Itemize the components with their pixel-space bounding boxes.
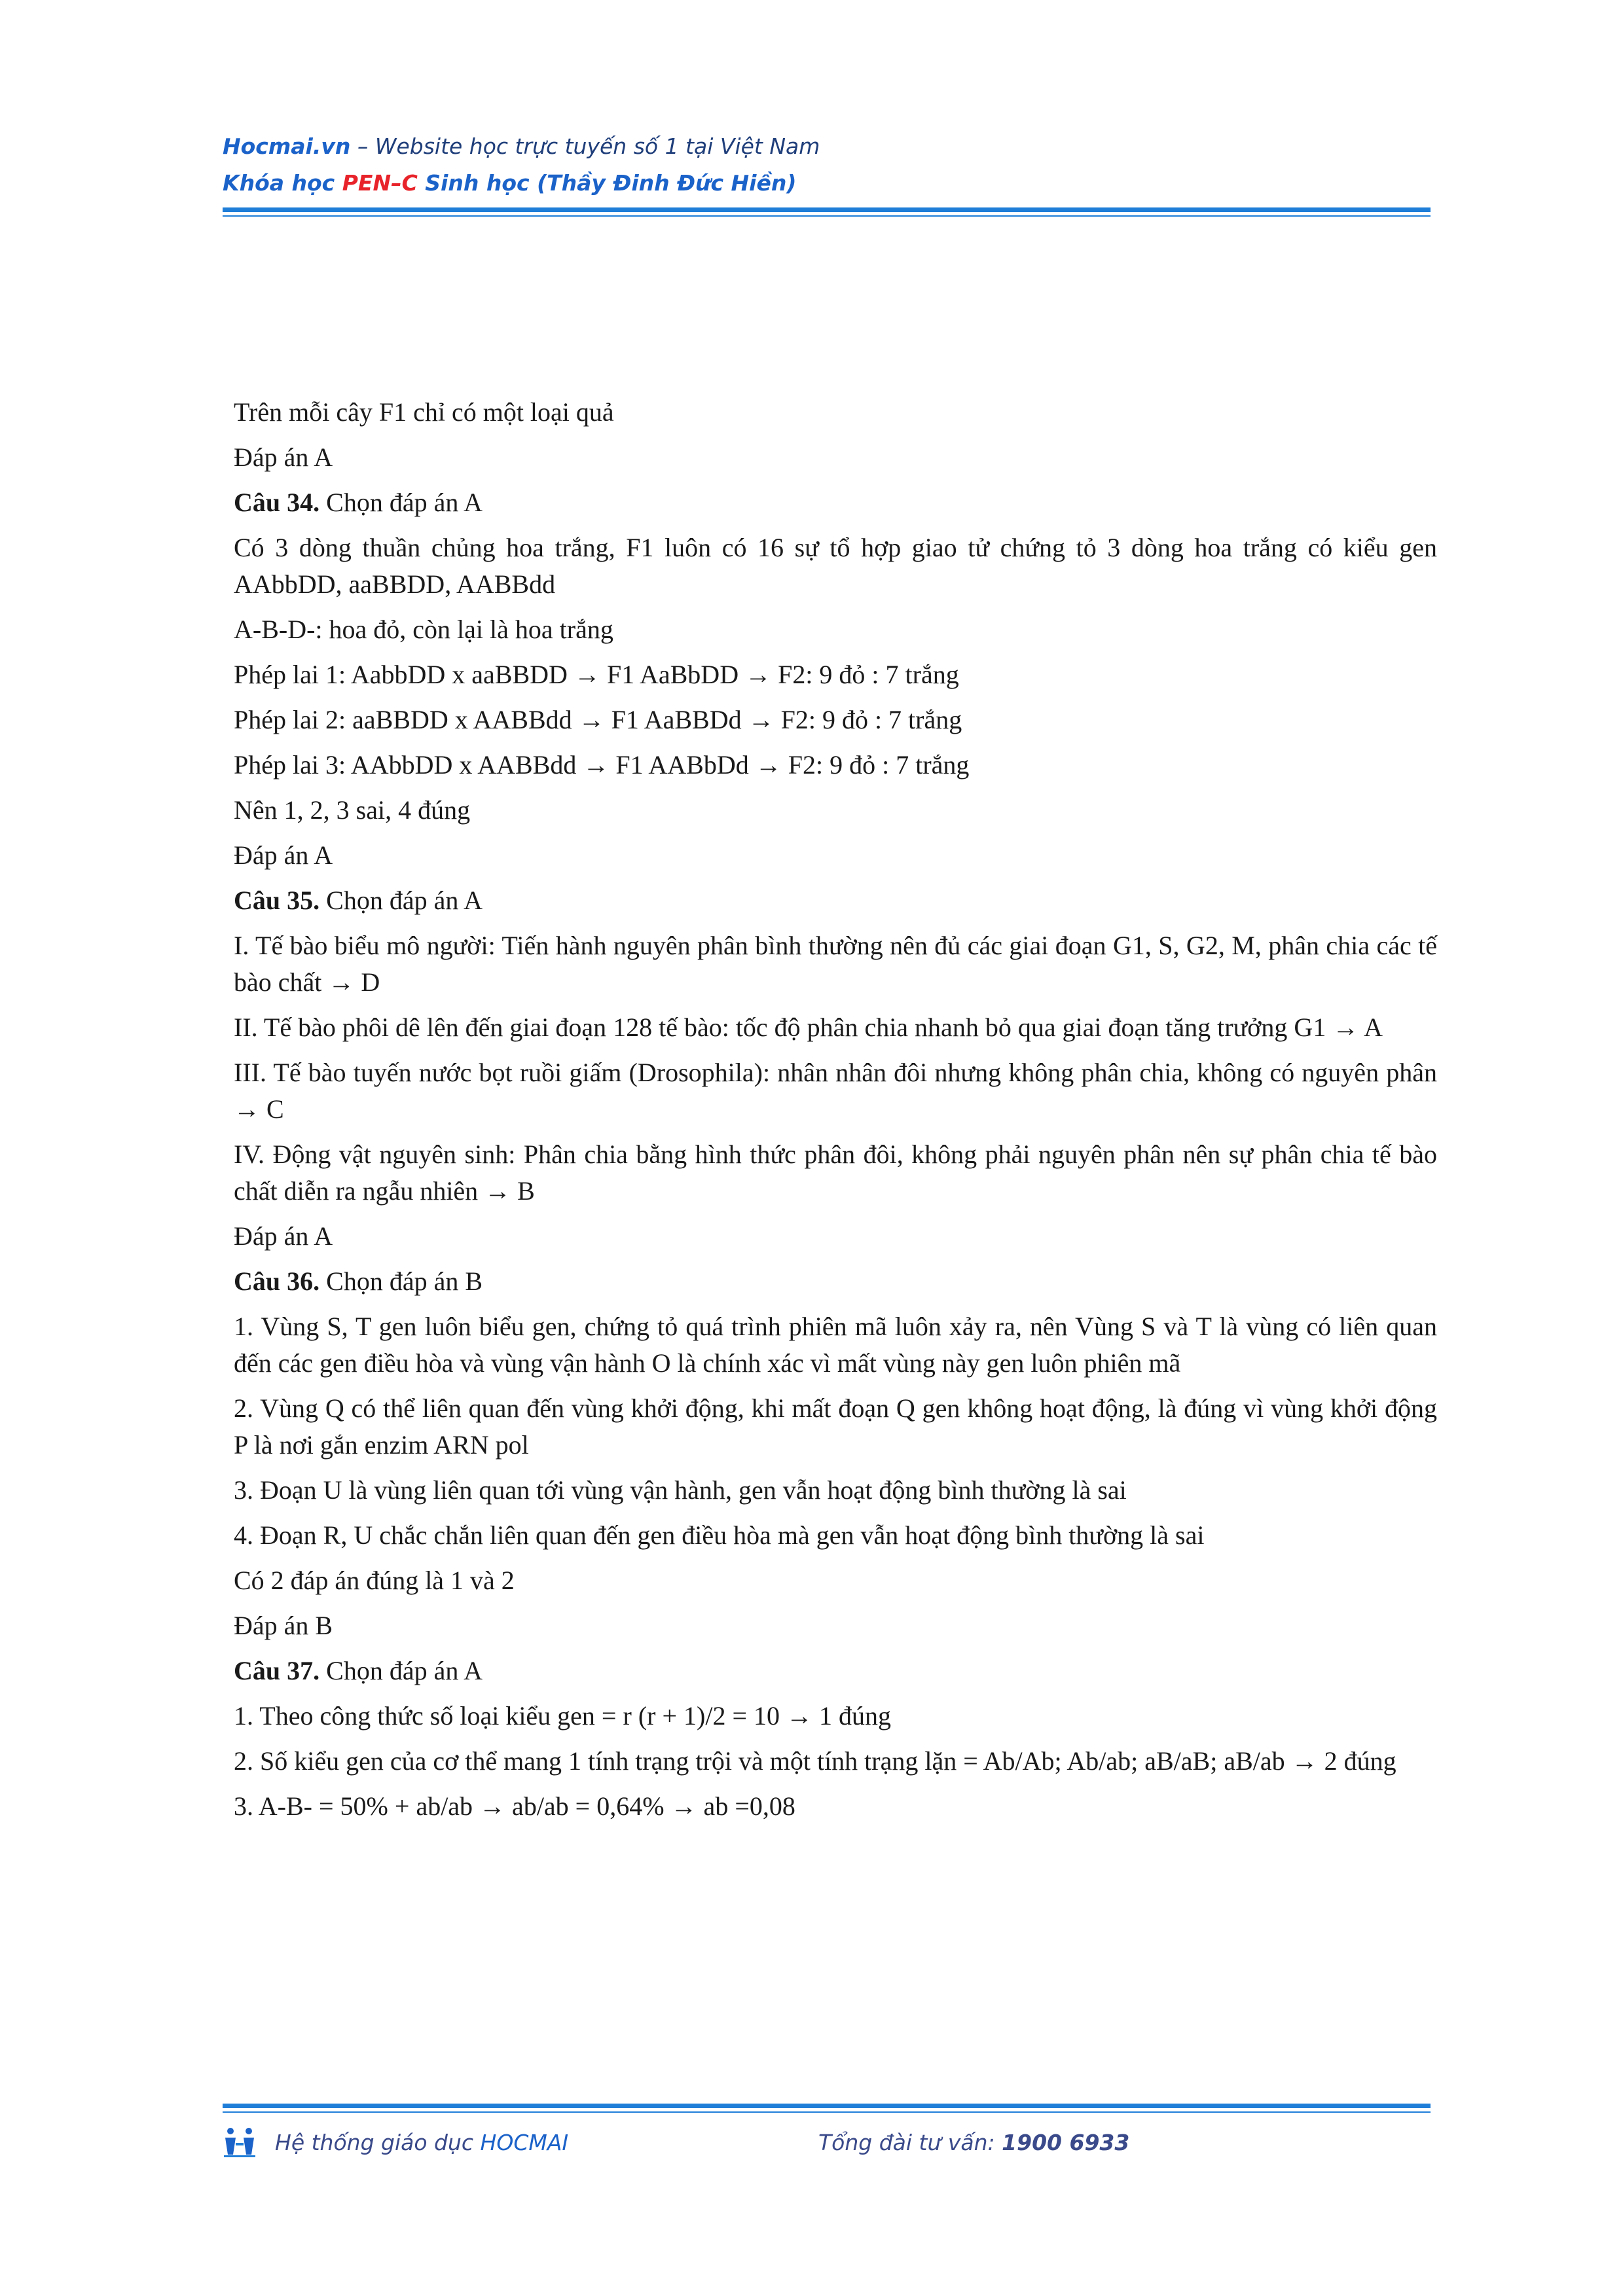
answer-line: Đáp án A <box>234 1221 333 1251</box>
question-number: Câu 37. <box>234 1656 320 1685</box>
question-answer: Chọn đáp án A <box>319 488 483 517</box>
text-line: 1. Vùng S, T gen luôn biểu gen, chứng tỏ quá trình phiên mã luôn xảy ra, nên Vùng S và T là vùng có liên quan đến các gen điều hòa và vùng vận hành O là chính xác vì mất vùng này gen luôn phiên mã <box>234 1312 1437 1378</box>
answer-line: Đáp án A <box>234 442 333 472</box>
question-heading-36 <box>234 1263 1437 1300</box>
header-rule-thin <box>223 215 1431 217</box>
page-footer <box>223 2125 1431 2164</box>
course-subject: Sinh học <box>417 170 530 196</box>
brand-link[interactable]: Hocmai.vn <box>223 134 351 159</box>
footer-rule-thick <box>223 2104 1431 2108</box>
question-answer: Chọn đáp án B <box>319 1266 483 1296</box>
text-line: 3. A-B- = 50% + ab/ab → ab/ab = 0,64% → ab =0,08 <box>234 1791 795 1821</box>
text-line: Có 2 đáp án đúng là 1 và 2 <box>234 1566 515 1595</box>
text-line: Trên mỗi cây F1 chỉ có một loại quả <box>234 397 614 427</box>
footer-hotline-prefix: Tổng đài tư vấn: <box>818 2130 1002 2155</box>
footer-system-org: HOCMAI <box>480 2130 569 2155</box>
text-line: Nên 1, 2, 3 sai, 4 đúng <box>234 795 471 825</box>
question-heading-35 <box>234 882 1437 919</box>
question-answer: Chọn đáp án A <box>319 886 483 915</box>
hocmai-logo-icon <box>223 2125 257 2159</box>
text-line: 3. Đoạn U là vùng liên quan tới vùng vận hành, gen vẫn hoạt động bình thường là sai <box>234 1475 1127 1505</box>
text-line: III. Tế bào tuyến nước bọt ruồi giấm (Drosophila): nhân nhân đôi nhưng không phân chia, không có nguyên phân → C <box>234 1058 1437 1124</box>
answer-line: Đáp án B <box>234 1611 333 1640</box>
question-heading-37 <box>234 1653 1437 1689</box>
page-content <box>234 394 1437 1833</box>
text-line: I. Tế bào biểu mô người: Tiến hành nguyên phân bình thường nên đủ các giai đoạn G1, S, G2, M, phân chia các tế bào chất → D <box>234 931 1437 997</box>
header-line-2 <box>223 165 1427 202</box>
text-line: 2. Số kiểu gen của cơ thể mang 1 tính trạng trội và một tính trạng lặn = Ab/Ab; Ab/ab; aB/aB; aB/ab → 2 đúng <box>234 1746 1396 1776</box>
question-number: Câu 36. <box>234 1266 320 1296</box>
text-line: A-B-D-: hoa đỏ, còn lại là hoa trắng <box>234 615 613 644</box>
question-number: Câu 35. <box>234 886 320 915</box>
footer-system <box>275 2130 568 2155</box>
header-tagline: – Website học trực tuyến số 1 tại Việt Nam <box>350 134 820 159</box>
footer-system-prefix: Hệ thống giáo dục <box>275 2130 481 2155</box>
question-heading-34 <box>234 484 1437 521</box>
course-teacher: (Thầy Đinh Đức Hiền) <box>529 170 797 196</box>
footer-rule-thin <box>223 2111 1431 2113</box>
page-header <box>223 128 1427 202</box>
text-line: Phép lai 3: AAbbDD x AABBdd → F1 AABbDd → F2: 9 đỏ : 7 trắng <box>234 750 970 780</box>
text-line: 2. Vùng Q có thể liên quan đến vùng khởi động, khi mất đoạn Q gen không hoạt động, là đúng vì vùng khởi động P là nơi gắn enzim ARN pol <box>234 1393 1437 1460</box>
header-line-1 <box>223 128 1427 165</box>
text-line: IV. Động vật nguyên sinh: Phân chia bằng hình thức phân đôi, không phải nguyên phân nên sự phân chia tế bào chất diễn ra ngẫu nhiên → B <box>234 1139 1437 1206</box>
course-prefix: Khóa học <box>223 170 342 196</box>
footer-hotline-phone: 1900 6933 <box>1002 2130 1130 2155</box>
question-number: Câu 34. <box>234 488 320 517</box>
course-pen: PEN–C <box>342 170 418 196</box>
question-answer: Chọn đáp án A <box>319 1656 483 1685</box>
text-line: 4. Đoạn R, U chắc chắn liên quan đến gen điều hòa mà gen vẫn hoạt động bình thường là sai <box>234 1520 1205 1550</box>
text-line: Phép lai 1: AabbDD x aaBBDD → F1 AaBbDD → F2: 9 đỏ : 7 trắng <box>234 660 959 689</box>
text-line: II. Tế bào phôi dê lên đến giai đoạn 128 tế bào: tốc độ phân chia nhanh bỏ qua giai đoạn tăng trưởng G1 → A <box>234 1013 1383 1042</box>
text-line: Có 3 dòng thuần chủng hoa trắng, F1 luôn có 16 sự tổ hợp giao tử chứng tỏ 3 dòng hoa trắng có kiểu gen AAbbDD, aaBBDD, AABBdd <box>234 533 1437 599</box>
footer-hotline <box>818 2130 1129 2155</box>
text-line: Phép lai 2: aaBBDD x AABBdd → F1 AaBBDd → F2: 9 đỏ : 7 trắng <box>234 705 962 734</box>
header-rule-thick <box>223 207 1431 212</box>
answer-line: Đáp án A <box>234 840 333 870</box>
text-line: 1. Theo công thức số loại kiểu gen = r (r + 1)/2 = 10 → 1 đúng <box>234 1701 892 1731</box>
